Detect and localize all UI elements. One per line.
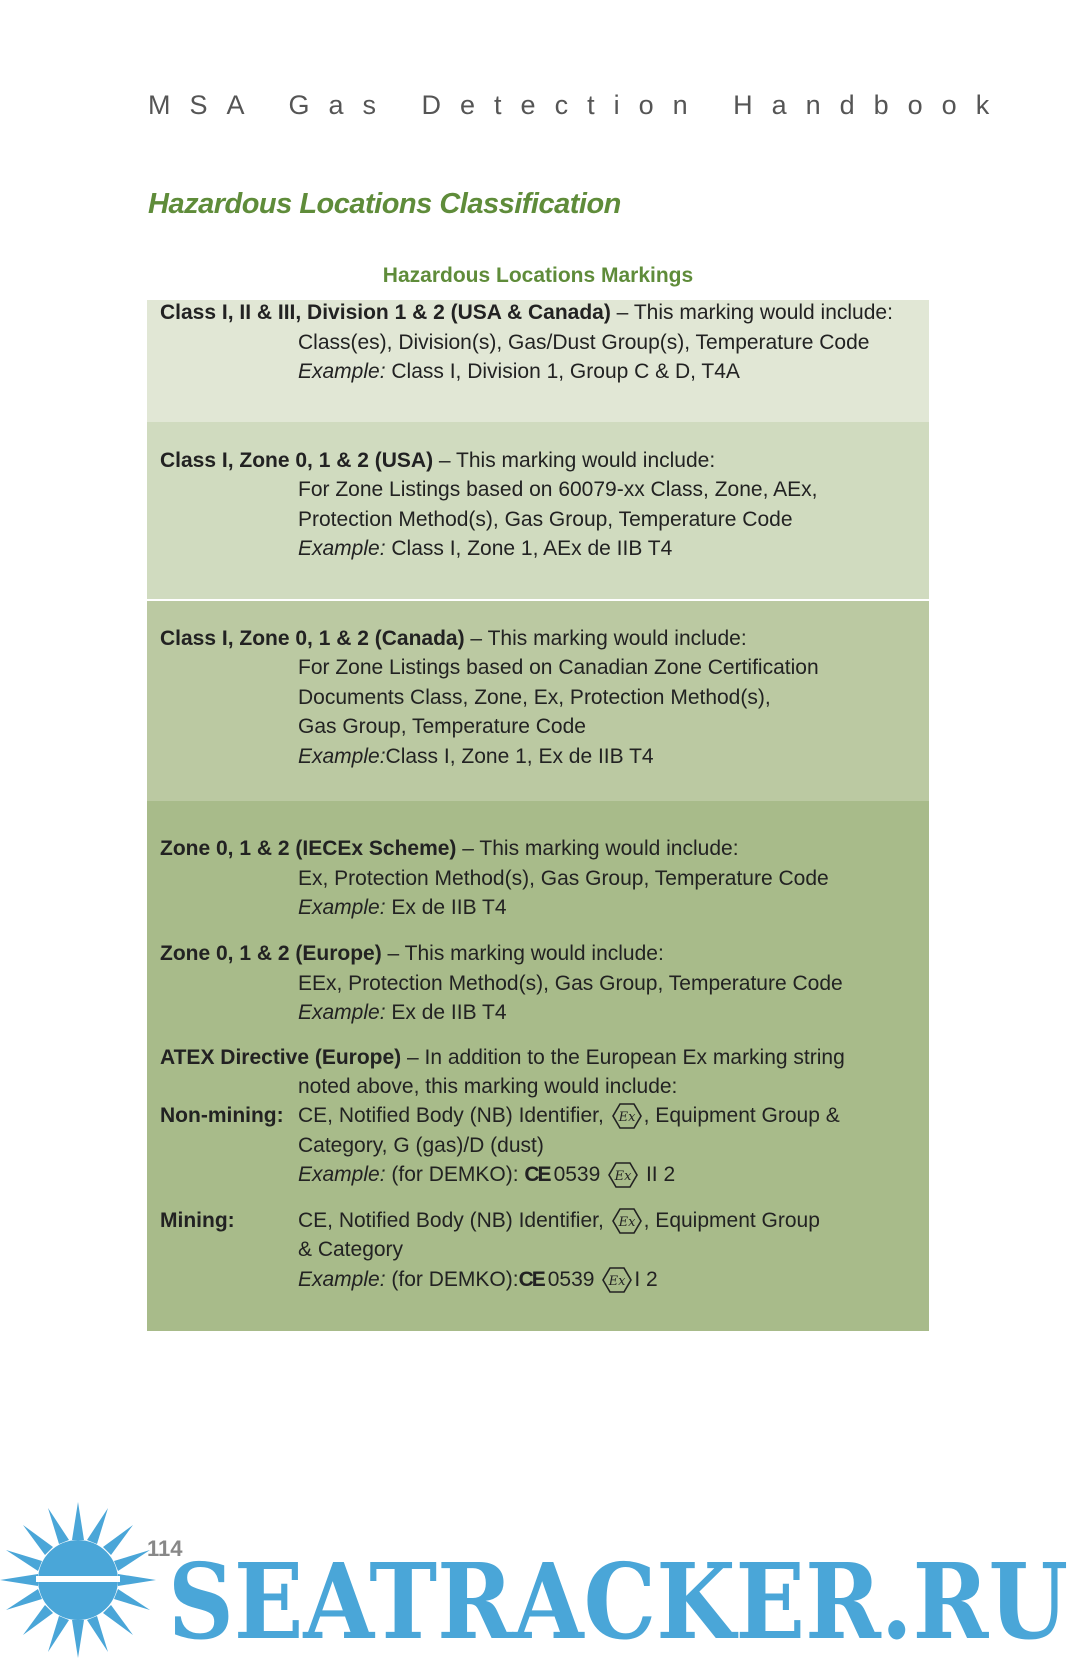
row-detail: Class(es), Division(s), Gas/Dust Group(s), Temperature Code — [298, 331, 870, 354]
example-value: II 2 — [640, 1163, 676, 1186]
example-label: Example: — [298, 745, 386, 768]
ce-mark-icon: CE — [518, 1268, 544, 1291]
example-value: I 2 — [634, 1268, 658, 1291]
ex-symbol-text: Ex — [614, 1169, 632, 1185]
ex-symbol-text: Ex — [618, 1215, 636, 1231]
example-value: Ex de IIB T4 — [385, 896, 507, 919]
ex-symbol-text: Ex — [608, 1274, 626, 1290]
example-value: Class I, Division 1, Group C & D, T4A — [385, 360, 740, 383]
heading-text: Class I, Zone 0, 1 & 2 (USA) — [160, 449, 434, 472]
heading-text: Zone 0, 1 & 2 (Europe) — [160, 942, 382, 965]
row-detail: For Zone Listings based on Canadian Zone Certification — [298, 656, 819, 679]
ex-hexagon-icon — [612, 1208, 642, 1234]
nb-number: 0539 — [547, 1268, 595, 1291]
row-example — [298, 534, 672, 564]
row-detail: Gas Group, Temperature Code — [298, 715, 586, 738]
running-header: MSA Gas Detection Handbook — [148, 90, 1009, 120]
heading-text: Zone 0, 1 & 2 (IECEx Scheme) — [160, 837, 457, 860]
row-detail: Protection Method(s), Gas Group, Temperature Code — [298, 508, 793, 531]
example-label: Example: — [298, 1163, 386, 1186]
intro-text: – This marking would include: — [433, 449, 716, 472]
row-heading-zone-usa — [160, 446, 715, 476]
example-value: (for DEMKO): — [385, 1163, 525, 1186]
nb-number: 0539 — [553, 1163, 601, 1186]
row-heading-zone-canada — [160, 624, 747, 654]
row-example — [298, 893, 507, 923]
row-detail: Ex, Protection Method(s), Gas Group, Temperature Code — [298, 867, 829, 890]
row-detail: EEx, Protection Method(s), Gas Group, Temperature Code — [298, 972, 843, 995]
row-example — [298, 742, 654, 772]
row-detail: For Zone Listings based on 60079-xx Class, Zone, AEx, — [298, 478, 818, 501]
table-title: Hazardous Locations Markings — [382, 264, 694, 287]
ex-hexagon-icon — [602, 1267, 632, 1293]
row-heading-atex — [160, 1043, 845, 1073]
row-detail — [298, 1101, 840, 1131]
ex-symbol-text: Ex — [618, 1110, 636, 1126]
intro-text: – This marking would include: — [456, 837, 739, 860]
intro-text: – This marking would include: — [610, 301, 893, 324]
row-detail: Category, G (gas)/D (dust) — [298, 1134, 544, 1157]
detail-text: CE, Notified Body (NB) Identifier, — [298, 1209, 610, 1232]
row-heading-division — [160, 298, 893, 328]
detail-text: CE, Notified Body (NB) Identifier, — [298, 1104, 610, 1127]
row-heading-europe — [160, 939, 664, 969]
page-number: 114 — [147, 1536, 183, 1561]
example-value: Class I, Zone 1, AEx de IIB T4 — [385, 537, 673, 560]
row-example — [298, 1265, 658, 1295]
detail-text: , Equipment Group & — [643, 1104, 840, 1127]
intro-text: – In addition to the European Ex marking string — [401, 1046, 845, 1069]
row-heading-iecex — [160, 834, 739, 864]
example-label: Example: — [298, 1001, 386, 1024]
detail-text: , Equipment Group — [643, 1209, 820, 1232]
row-detail: & Category — [298, 1238, 404, 1261]
ex-hexagon-icon — [612, 1103, 642, 1129]
nonmining-label: Non-mining: — [160, 1104, 284, 1127]
watermark-text: SEATRACKER.RU — [168, 1540, 1068, 1663]
ex-hexagon-icon — [608, 1162, 638, 1188]
row-example — [298, 998, 507, 1028]
heading-text: Class I, Zone 0, 1 & 2 (Canada) — [160, 627, 465, 650]
row-detail — [298, 1206, 820, 1236]
example-label: Example: — [298, 1268, 386, 1291]
watermark — [0, 1500, 1080, 1669]
row-detail: Documents Class, Zone, Ex, Protection Method(s), — [298, 686, 771, 709]
intro-text: – This marking would include: — [464, 627, 747, 650]
example-label: Example: — [298, 537, 386, 560]
row-detail: noted above, this marking would include: — [298, 1075, 678, 1098]
ce-mark-icon: CE — [524, 1163, 550, 1186]
heading-text: ATEX Directive (Europe) — [160, 1046, 402, 1069]
example-value: Class I, Zone 1, Ex de IIB T4 — [385, 745, 654, 768]
section-title: Hazardous Locations Classification — [148, 188, 621, 220]
example-label: Example: — [298, 896, 386, 919]
intro-text: – This marking would include: — [381, 942, 664, 965]
row-example — [298, 357, 740, 387]
example-value: (for DEMKO): — [385, 1268, 519, 1291]
sun-logo-icon — [0, 1502, 156, 1658]
example-label: Example: — [298, 360, 386, 383]
row-example — [298, 1160, 675, 1190]
mining-label: Mining: — [160, 1209, 235, 1232]
example-value: Ex de IIB T4 — [385, 1001, 507, 1024]
heading-text: Class I, II & III, Division 1 & 2 (USA & Canada) — [160, 301, 611, 324]
